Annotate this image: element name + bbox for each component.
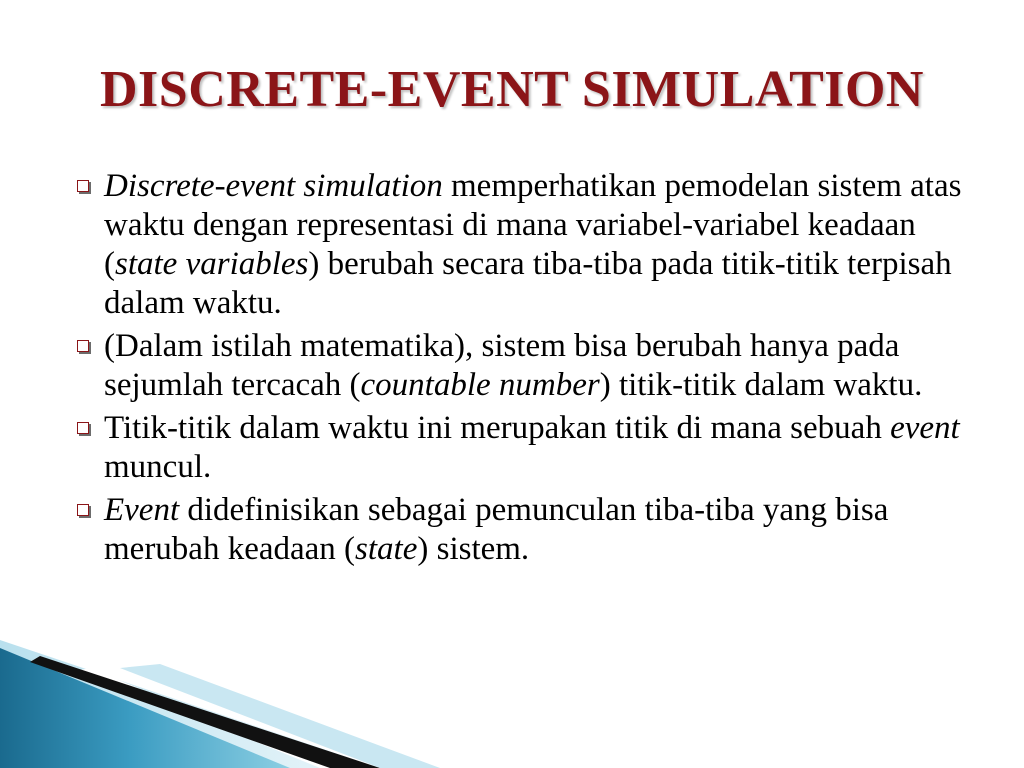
bullet-text-italic: Discrete-event simulation [104,168,443,204]
bullet-text: muncul. [104,449,212,485]
bullet-text-italic: event [890,410,960,446]
bullet-text: ) titik-titik dalam waktu. [599,367,923,403]
bullet-text: ) berubah secara tiba-tiba pada titik-titik terpisah dalam waktu. [104,246,952,321]
bullet-text-italic: state [355,531,418,567]
bullet-text-italic: state variables [115,246,309,282]
bullet-text: didefinisikan sebagai pemunculan tiba-tiba yang bisa merubah keadaan ( [104,492,889,567]
bullet-text: Titik-titik dalam waktu ini merupakan titik di mana sebuah [104,410,891,446]
bullet-text-italic: Event [104,492,180,528]
bullet-text-italic: countable number [360,367,600,403]
bullet-text: ) sistem. [417,531,530,567]
bullet-text: (Dalam istilah matematika), sistem bisa berubah hanya pada sejumlah tercacah ( [104,328,900,403]
bullet-text: memperhatikan pemodelan sistem atas waktu dengan representasi di mana variabel-variabel keadaan ( [104,168,962,282]
slide-title: DISCRETE-EVENT SIMULATION [100,61,924,118]
